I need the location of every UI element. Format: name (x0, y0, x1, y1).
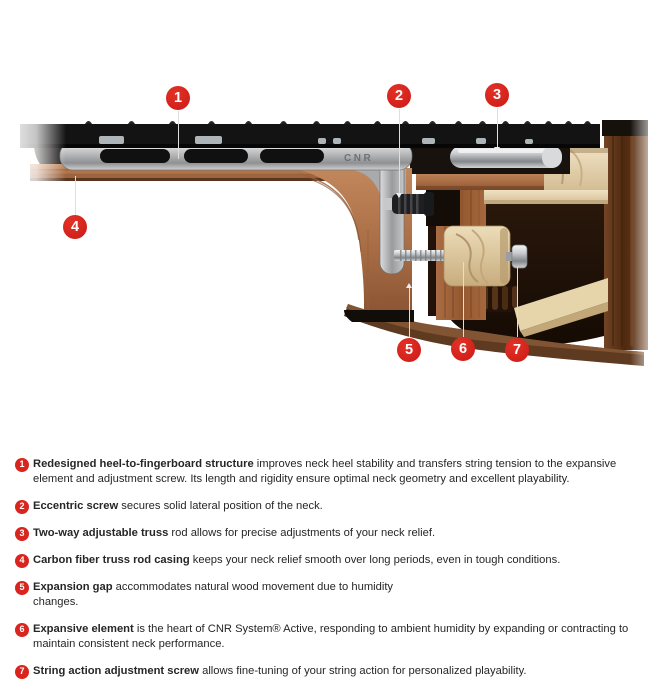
frets (85, 121, 591, 124)
leader-line-3 (497, 108, 498, 148)
callout-1-badge: 1 (166, 86, 190, 110)
legend-term: Expansion gap (33, 581, 113, 593)
legend-description: rod allows for precise adjustments of your neck relief. (168, 527, 436, 539)
legend-badge-2: 2 (15, 500, 29, 514)
legend-badge-1: 1 (15, 458, 29, 472)
expansive-element (444, 226, 510, 286)
legend-badge-6: 6 (15, 623, 29, 637)
callout-7-badge: 7 (505, 338, 529, 362)
threaded-rod (394, 250, 446, 261)
leader-line-5 (409, 288, 410, 337)
legend-item-3 (15, 526, 648, 541)
cnr-embossed-label: CNR (344, 153, 374, 164)
legend-badge-5: 5 (15, 581, 29, 595)
legend-description: secures solid lateral position of the neck. (118, 500, 323, 512)
leader-line-2 (399, 109, 400, 195)
callout-6-badge: 6 (451, 337, 475, 361)
arrow-down-icon (494, 147, 500, 152)
leader-line-6 (463, 262, 464, 337)
callout-4-badge: 4 (63, 215, 87, 239)
right-fade (630, 100, 672, 410)
legend-description: is the heart of CNR System® Active, responding to ambient humidity by expanding or contracting to maintain consistent neck performance. (33, 623, 629, 650)
legend-badge-7: 7 (15, 665, 29, 679)
legend-item-6 (15, 622, 648, 652)
legend-term: String action adjustment screw (33, 665, 199, 677)
legend-item-4 (15, 553, 648, 568)
leader-line-4 (75, 176, 76, 215)
legend-term: Two-way adjustable truss (33, 527, 169, 539)
legend-item-1 (15, 457, 648, 487)
left-fade (0, 100, 66, 400)
legend-item-2 (15, 499, 648, 514)
legend (0, 445, 672, 679)
legend-badge-3: 3 (15, 527, 29, 541)
legend-item-7 (15, 664, 648, 679)
callout-5-badge: 5 (397, 338, 421, 362)
legend-term: Expansive element (33, 623, 134, 635)
leader-line-1 (178, 111, 179, 159)
legend-item-5 (15, 580, 395, 610)
legend-term: Eccentric screw (33, 500, 119, 512)
legend-term: Carbon fiber truss rod casing (33, 554, 190, 566)
legend-description: keeps your neck relief smooth over long periods, even in tough conditions. (189, 554, 561, 566)
legend-badge-4: 4 (15, 554, 29, 568)
legend-description: improves neck heel stability and transfers string tension to the expansive element and adjustment screw. Its length and rigidity ensure optimal neck geometry and excellent playability. (33, 458, 617, 485)
legend-description: allows fine-tuning of your string action for personalized playability. (198, 665, 527, 677)
callout-2-badge: 2 (387, 84, 411, 108)
legend-description: accommodates natural wood movement due to humidity changes. (33, 581, 394, 608)
callout-3-badge: 3 (485, 83, 509, 107)
fingerboard (20, 121, 600, 148)
legend-term: Redesigned heel-to-fingerboard structure (33, 458, 254, 470)
leader-line-7 (517, 267, 518, 337)
arrow-down-icon (396, 193, 402, 198)
